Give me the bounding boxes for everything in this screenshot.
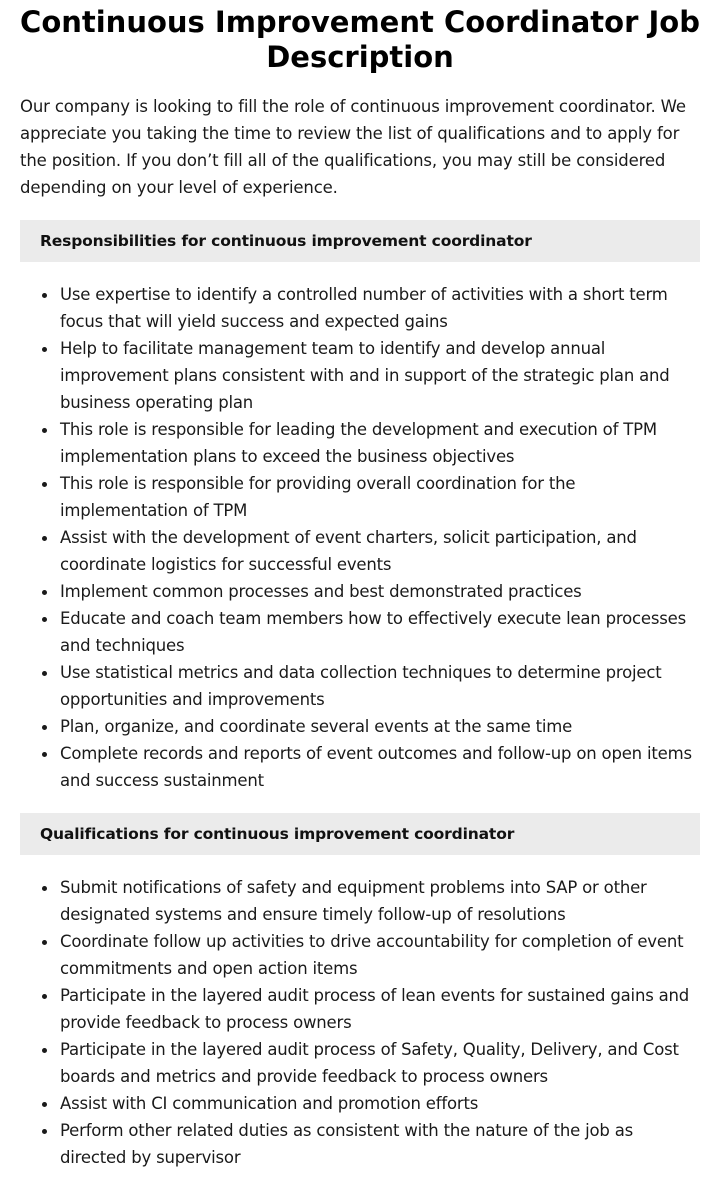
list-item: Help to facilitate management team to identify and develop annual improvement plans consistent with and in support of the strategic plan and business operating plan <box>20 335 700 416</box>
list-item: Assist with CI communication and promotion efforts <box>20 1090 700 1117</box>
list-item: Complete records and reports of event outcomes and follow-up on open items and success sustainment <box>20 740 700 794</box>
list-item: Use statistical metrics and data collection techniques to determine project opportunities and improvements <box>20 659 700 713</box>
list-item: Educate and coach team members how to effectively execute lean processes and techniques <box>20 605 700 659</box>
intro-paragraph: Our company is looking to fill the role of continuous improvement coordinator. We appreciate you taking the time to review the list of qualifications and to apply for the position. If you don’t fill all of the qualifications, you may still be considered depending on your level of experience. <box>20 97 686 197</box>
list-item: Perform other related duties as consistent with the nature of the job as directed by supervisor <box>20 1117 700 1171</box>
list-item: Assist with the development of event charters, solicit participation, and coordinate logistics for successful events <box>20 524 700 578</box>
list-item: This role is responsible for providing overall coordination for the implementation of TPM <box>20 470 700 524</box>
list-item: Submit notifications of safety and equipment problems into SAP or other designated systems and ensure timely follow-up of resolutions <box>20 874 700 928</box>
qualifications-heading: Qualifications for continuous improvement coordinator <box>20 813 700 855</box>
qualifications-list <box>20 874 700 1171</box>
list-item: Participate in the layered audit process of Safety, Quality, Delivery, and Cost boards and metrics and provide feedback to process owners <box>20 1036 700 1090</box>
list-item: Use expertise to identify a controlled number of activities with a short term focus that will yield success and expected gains <box>20 281 700 335</box>
page-title: Continuous Improvement Coordinator Job Description <box>20 5 700 74</box>
responsibilities-list <box>20 281 700 794</box>
list-item: Plan, organize, and coordinate several events at the same time <box>20 713 700 740</box>
list-item: This role is responsible for leading the development and execution of TPM implementation plans to exceed the business objectives <box>20 416 700 470</box>
list-item: Participate in the layered audit process of lean events for sustained gains and provide feedback to process owners <box>20 982 700 1036</box>
list-item: Implement common processes and best demonstrated practices <box>20 578 700 605</box>
responsibilities-heading: Responsibilities for continuous improvement coordinator <box>20 220 700 262</box>
list-item: Coordinate follow up activities to drive accountability for completion of event commitments and open action items <box>20 928 700 982</box>
